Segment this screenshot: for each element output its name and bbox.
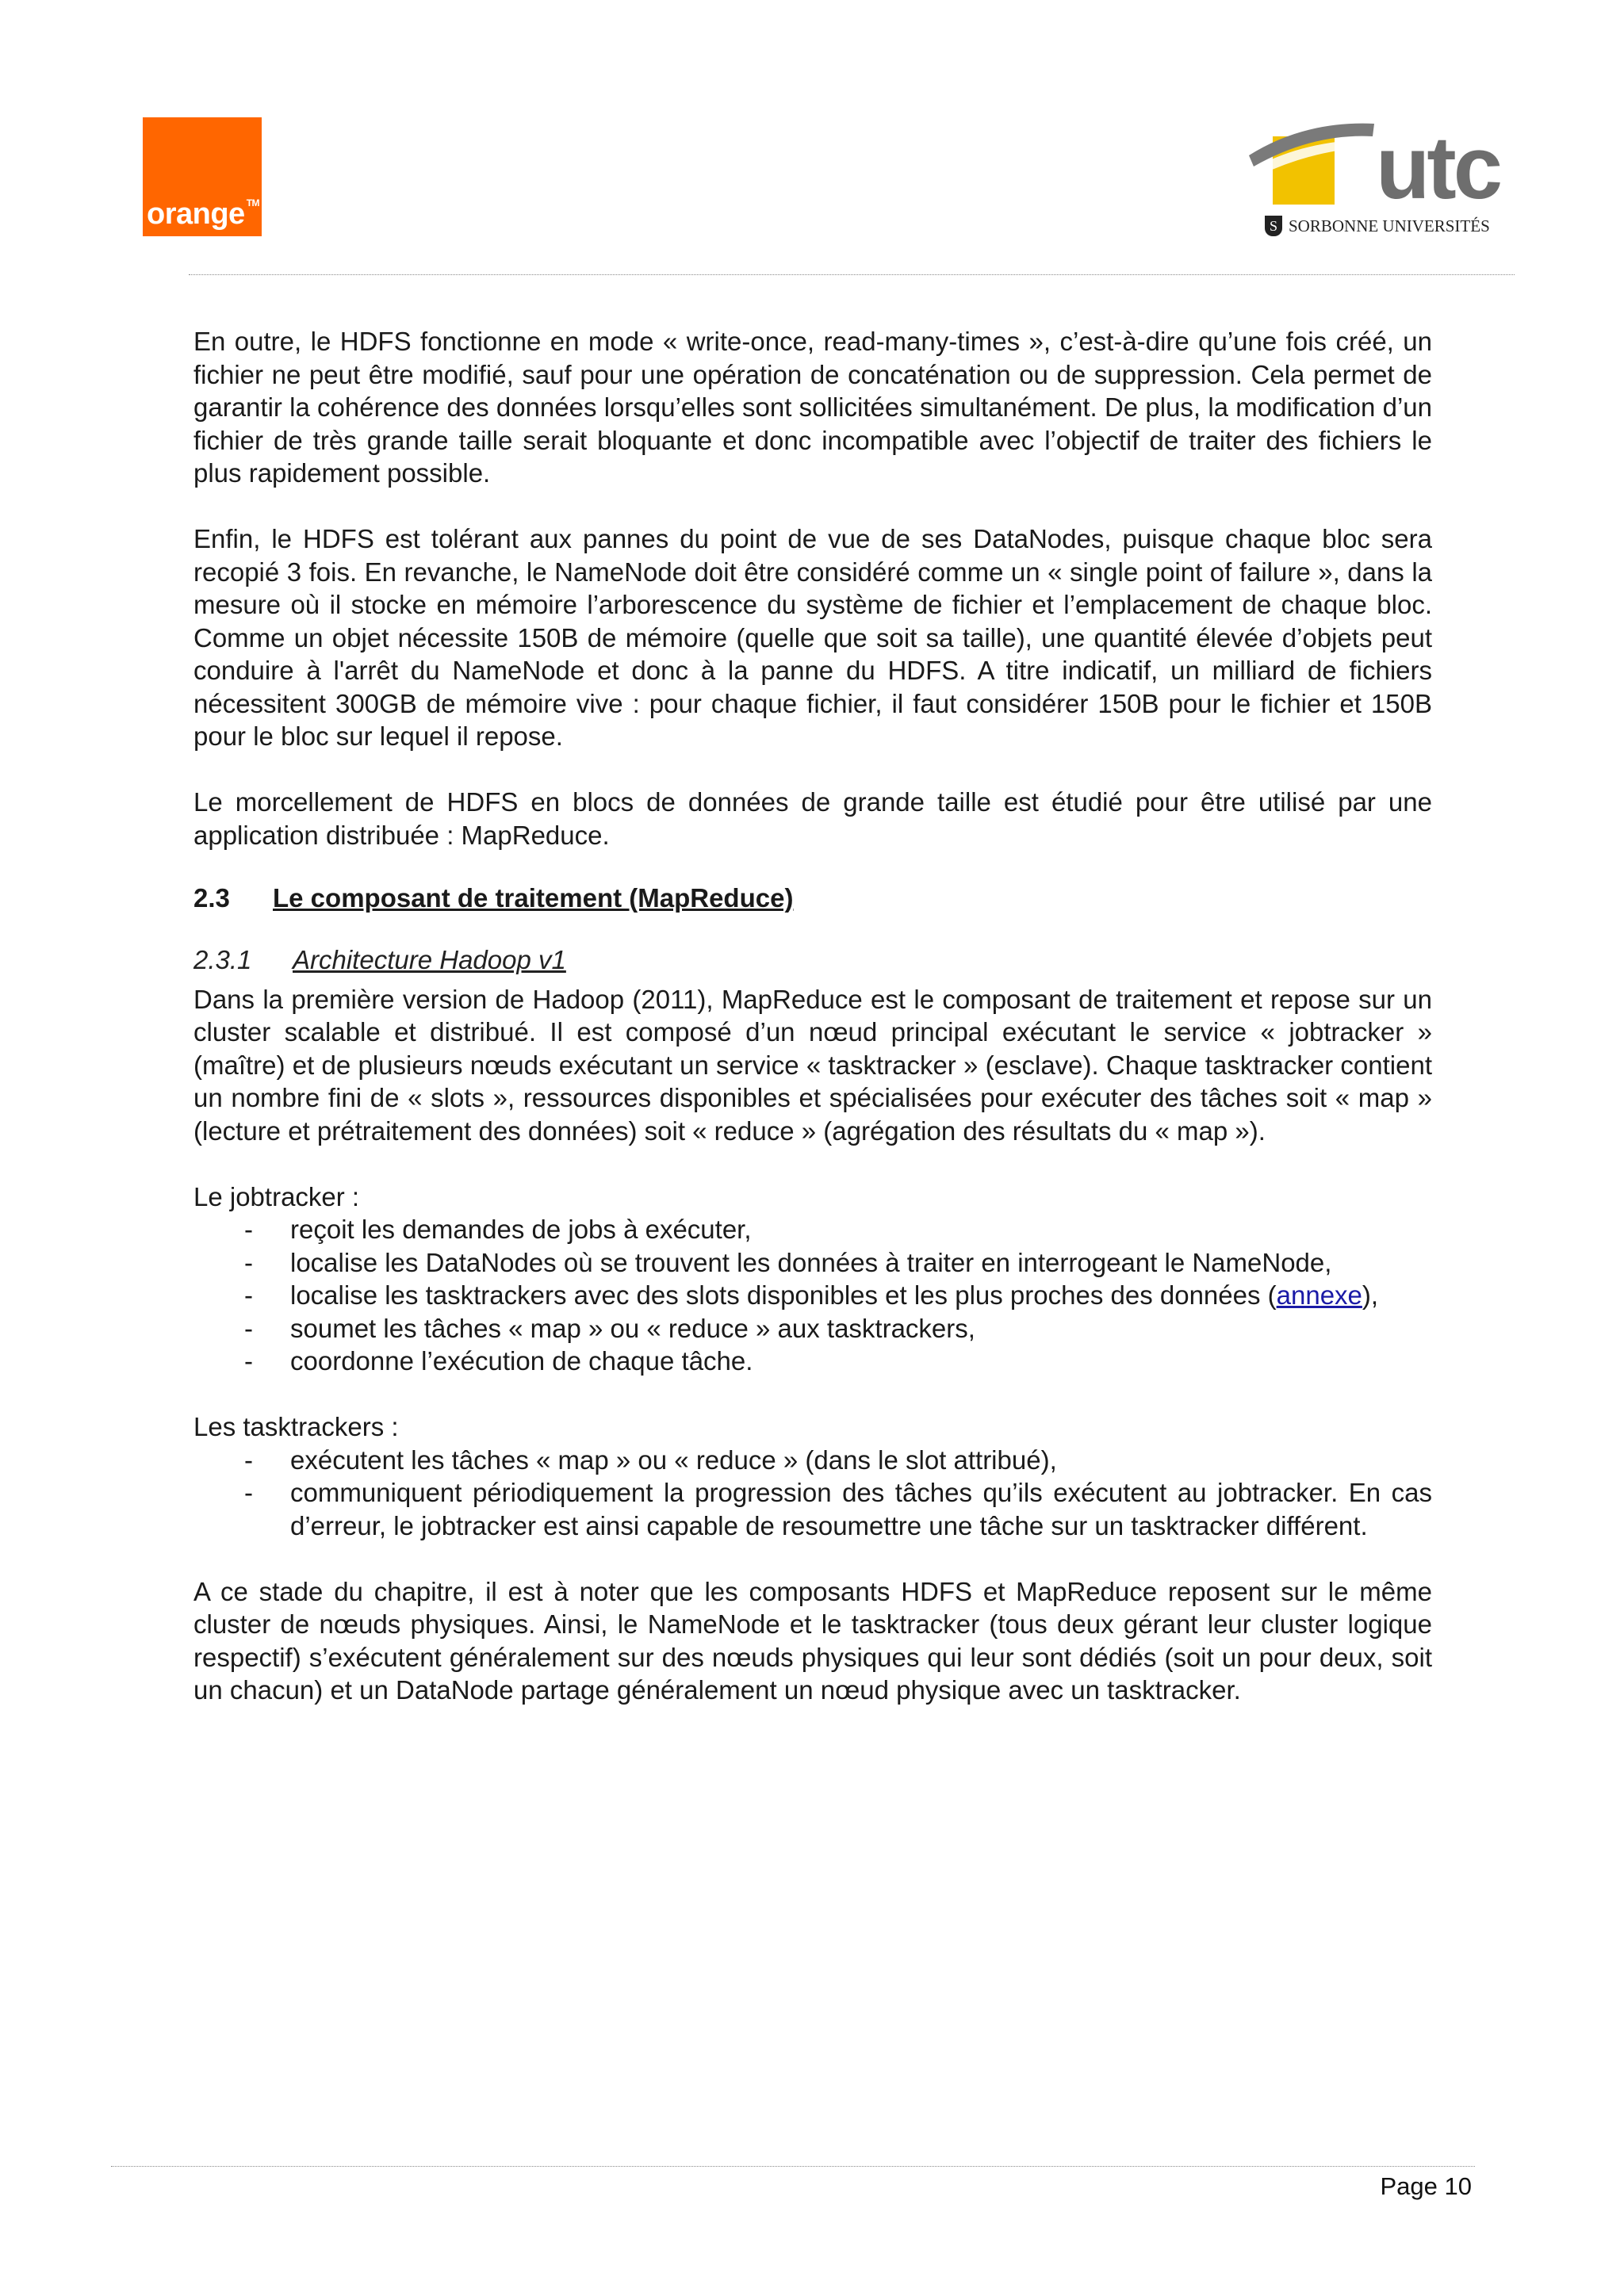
annexe-link[interactable]: annexe (1276, 1280, 1362, 1310)
subsection-title: Architecture Hadoop v1 (293, 945, 566, 974)
paragraph-mapreduce-intro: Le morcellement de HDFS en blocs de données de grande taille est étudié pour être utilisé par une application distribuée : MapReduce. (193, 787, 1432, 850)
subsection-heading (193, 943, 1432, 977)
footer-divider (111, 2166, 1475, 2167)
paragraph-write-once: En outre, le HDFS fonctionne en mode « write-once, read-many-times », c’est-à-dire qu’une fois créé, un fichier ne peut être modifié, sauf pour une opération de concaténation ou de suppression. Cela permet de garantir la cohérence des données lorsqu’elles sont sollicitées simultanément. De plus, la modification d’un fichier de très grande taille serait bloquante et donc incompatible avec l’objectif de traiter des fichiers le plus rapidement possible. (193, 327, 1432, 488)
utc-logo-text: utc (1376, 118, 1500, 217)
list-item: - coordonne l’exécution de chaque tâche. (193, 1345, 1432, 1378)
utc-logo (1249, 109, 1511, 244)
sorbonne-shield-icon: S (1265, 216, 1282, 236)
paragraph-shared-cluster: A ce stade du chapitre, il est à noter que les composants HDFS et MapReduce reposent sur le même cluster de nœuds physiques. Ainsi, le NameNode et le tasktracker (tous deux gérant leur cluster logique respectif) s’exécutent généralement sur des nœuds physiques qui leur sont dédiés (soit un pour deux, soit un chacun) et un DataNode partage généralement un nœud physique avec un tasktracker. (193, 1576, 1432, 1705)
list-item: - communiquent périodiquement la progression des tâches qu’ils exécutent au jobtracker. En cas d’erreur, le jobtracker est ainsi capable de resoumettre une tâche sur un tasktracker différent. (193, 1476, 1432, 1542)
section-number: 2.3 (193, 882, 230, 913)
section-heading (193, 882, 1432, 915)
list-item: - soumet les tâches « map » ou « reduce » aux tasktrackers, (193, 1312, 1432, 1345)
tasktrackers-list (193, 1444, 1432, 1543)
subsection-number: 2.3.1 (193, 945, 252, 974)
tasktrackers-intro: Les tasktrackers : (193, 1412, 399, 1441)
list-item: - exécutent les tâches « map » ou « reduce » (dans le slot attribué), (193, 1444, 1432, 1477)
main-content (193, 325, 1432, 1739)
section-title: Le composant de traitement (MapReduce) (273, 882, 794, 913)
paragraph-hadoop-v1: Dans la première version de Hadoop (2011), MapReduce est le composant de traitement et repose sur un cluster scalable et distribué. Il est composé d’un nœud principal exécutant le service « jobtracker » (maître) et de plusieurs nœuds exécutant un service « tasktracker » (esclave). Chaque tasktracker contient un nombre fini de « slots », ressources disponibles et spécialisées pour exécuter des tâches soit « map » (lecture et prétraitement des données) soit « reduce » (agrégation des résultats du « map »). (193, 984, 1432, 1146)
list-item: - localise les tasktrackers avec des slots disponibles et les plus proches des données (annexe), (193, 1279, 1432, 1312)
jobtracker-list (193, 1213, 1432, 1378)
utc-logo-subtitle: S SORBONNE UNIVERSITÉS (1265, 216, 1490, 236)
jobtracker-intro: Le jobtracker : (193, 1181, 360, 1211)
paragraph-fault-tolerance: Enfin, le HDFS est tolérant aux pannes du point de vue de ses DataNodes, puisque chaque bloc sera recopié 3 fois. En revanche, le NameNode doit être considéré comme un « single point of failure », dans la mesure où il stocke en mémoire l’arborescence du système de fichier et l’emplacement de chaque bloc. Comme un objet nécessite 150B de mémoire (quelle que soit sa taille), une quantité élevée d’objets peut conduire à l'arrêt du NameNode et donc à la panne du HDFS. A titre indicatif, un milliard de fichiers nécessitent 300GB de mémoire vive : pour chaque fichier, il faut considérer 150B pour le fichier et 150B pour le bloc sur lequel il repose. (193, 524, 1432, 751)
orange-logo-text: orange ™ (147, 197, 260, 231)
utc-logo-mark-icon (1249, 109, 1376, 212)
list-item: - localise les DataNodes où se trouvent les données à traiter en interrogeant le NameNode, (193, 1246, 1432, 1280)
list-item: - reçoit les demandes de jobs à exécuter, (193, 1213, 1432, 1246)
orange-logo (143, 117, 262, 236)
header-divider (189, 274, 1515, 275)
page-number: Page 10 (1380, 2172, 1472, 2200)
